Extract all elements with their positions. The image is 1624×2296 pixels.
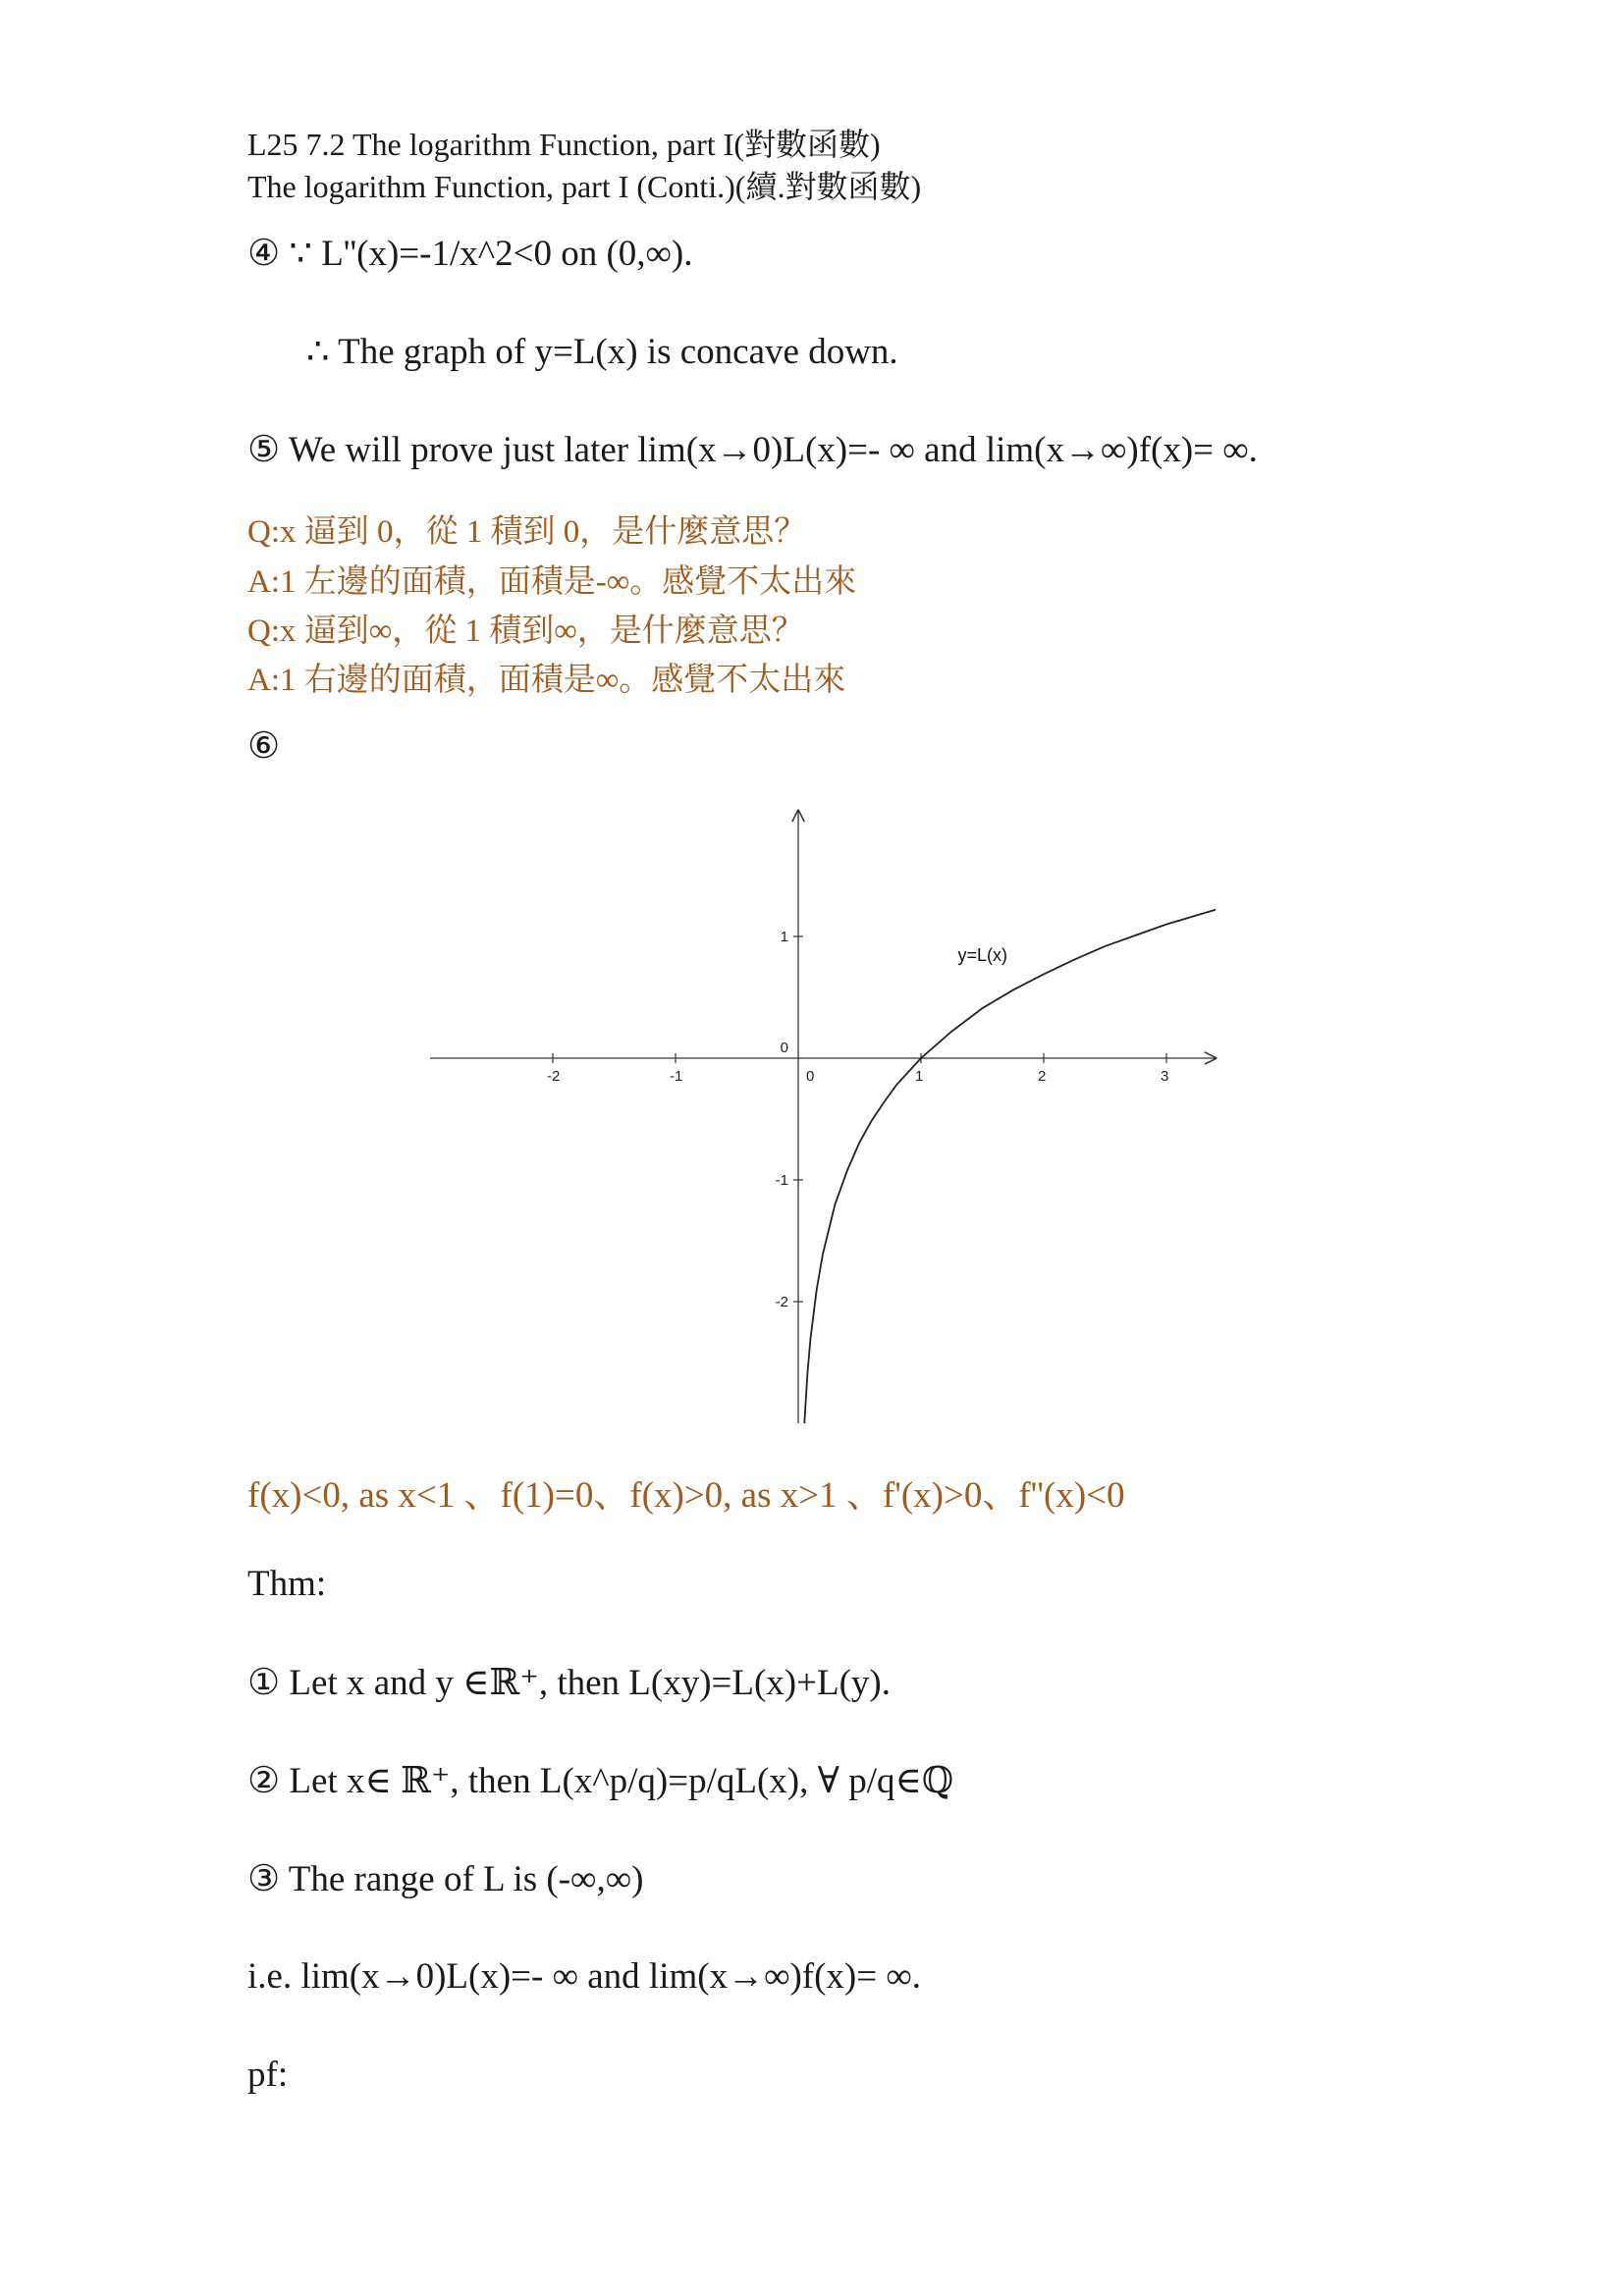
y-tick-label: 1	[780, 929, 788, 945]
x-tick-label: 1	[915, 1068, 924, 1085]
item-5-statement: ⑤ We will prove just later lim(x→0)L(x)=- ∞ and lim(x→∞)f(x)= ∞.	[247, 430, 1258, 470]
theorem-item-2: ② Let x∈ ℝ⁺, then L(x^p/q)=p/qL(x), ∀ p/q∈ℚ	[247, 1761, 954, 1801]
y-tick-label: 0	[780, 1040, 788, 1056]
proof-label: pf:	[247, 2055, 289, 2095]
x-tick-label: 3	[1161, 1068, 1169, 1085]
theorem-limits: i.e. lim(x→0)L(x)=- ∞ and lim(x→∞)f(x)= ∞.	[247, 1956, 921, 1997]
qa-line: Q:x 逼到 0，從 1 積到 0，是什麼意思？	[247, 514, 807, 550]
qa-line: Q:x 逼到∞，從 1 積到∞，是什麼意思？	[247, 614, 804, 649]
header-title-line-2: The logarithm Function, part I (Conti.)(續.對數函數)	[247, 169, 922, 204]
x-tick-label: -1	[670, 1068, 683, 1085]
item-4-statement: ④ ∵ L''(x)=-1/x^2<0 on (0,∞).	[247, 234, 693, 274]
item-4-conclusion: ∴ The graph of y=L(x) is concave down.	[306, 332, 898, 372]
theorem-item-1: ① Let x and y ∈ℝ⁺, then L(xy)=L(x)+L(y).	[247, 1663, 891, 1703]
y-tick-label: -2	[775, 1294, 788, 1310]
qa-line: A:1 左邊的面積，面積是-∞。感覺不太出來	[247, 564, 857, 600]
function-properties: f(x)<0, as x<1 、f(1)=0、f(x)>0, as x>1 、f'(x)>0、f''(x)<0	[247, 1475, 1125, 1516]
curve-label: y=L(x)	[957, 944, 1008, 965]
log-curve	[804, 910, 1216, 1423]
y-tick-label: -1	[775, 1172, 788, 1189]
qa-line: A:1 右邊的面積，面積是∞。感覺不太出來	[247, 663, 846, 698]
header-title-line-1: L25 7.2 The logarithm Function, part I(對數函數)	[247, 127, 881, 162]
theorem-item-3: ③ The range of L is (-∞,∞)	[247, 1859, 644, 1899]
x-tick-label: 2	[1038, 1068, 1047, 1085]
log-function-graph	[422, 805, 1227, 1433]
item-6-marker: ⑥	[247, 726, 281, 767]
x-tick-label: -2	[547, 1068, 561, 1085]
theorem-label: Thm:	[247, 1564, 327, 1604]
x-tick-label: 0	[806, 1068, 815, 1085]
